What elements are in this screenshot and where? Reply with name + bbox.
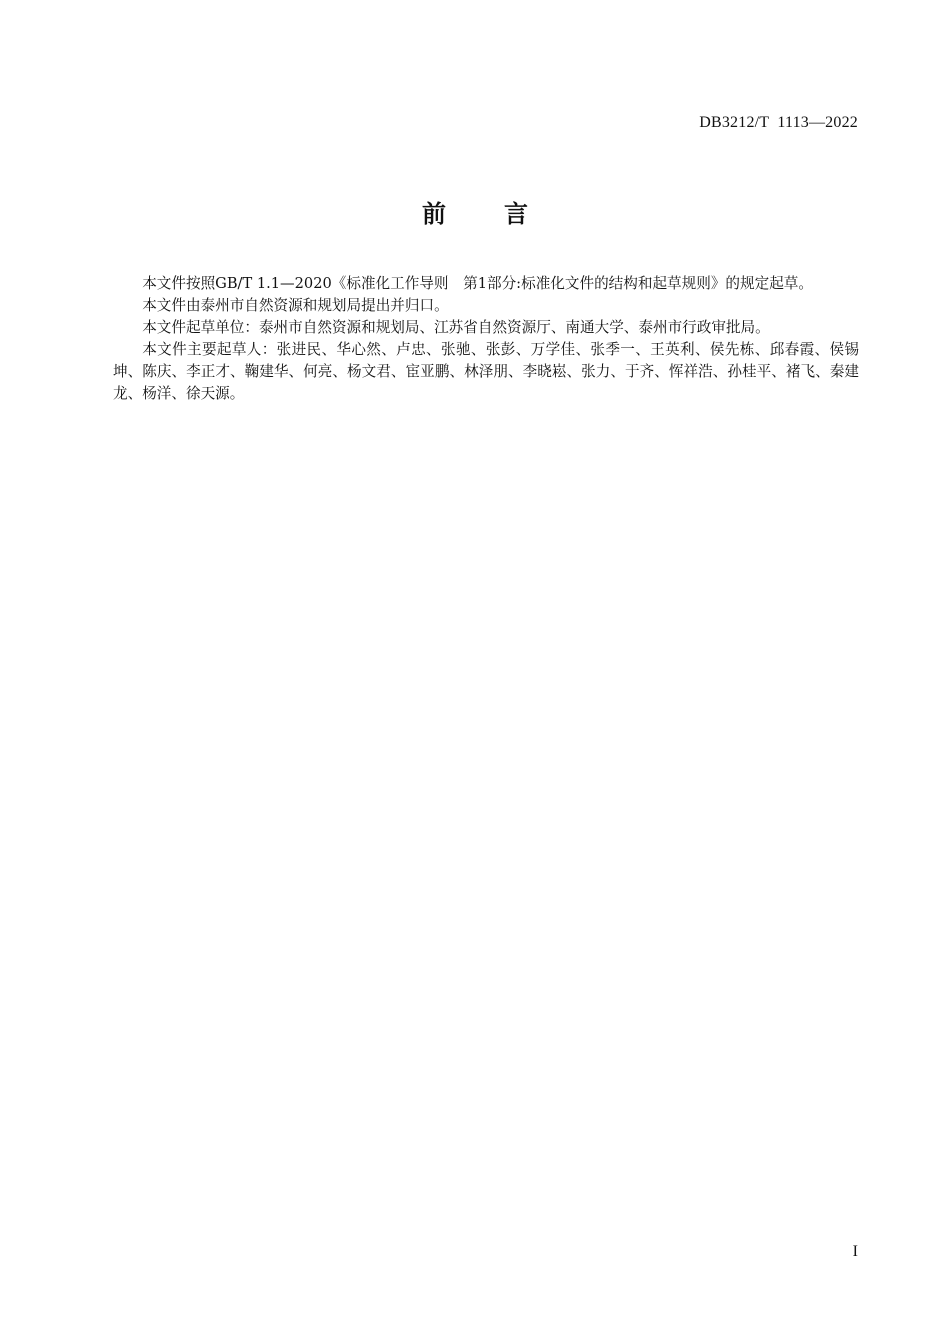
title-char-1: 前	[422, 200, 446, 228]
paragraph-drafting-basis: 本文件按照GB/T 1.1—2020《标准化工作导则 第1部分:标准化文件的结构和起草规则》的规定起草。	[142, 275, 813, 292]
document-code: DB3212/T 1113—2022	[699, 114, 858, 131]
paragraph-drafters: 本文件主要起草人：张进民、华心然、卢忠、张驰、张彭、万学佳、张季一、王英利、侯先栋、邱春霞、侯锡坤、陈庆、李正才、鞠建华、何亮、杨文君、宦亚鹏、林泽朋、李晓崧、张力、于齐、恽祥浩、孙桂平、褚飞、秦建龙、杨洋、徐天源。	[113, 341, 859, 402]
paragraph-proposer: 本文件由泰州市自然资源和规划局提出并归口。	[142, 297, 449, 314]
page-number: I	[852, 1243, 858, 1260]
title-char-2: 言	[504, 200, 528, 228]
page-title	[0, 194, 950, 229]
foreword-body	[113, 273, 859, 405]
paragraph-drafting-units: 本文件起草单位：泰州市自然资源和规划局、江苏省自然资源厅、南通大学、泰州市行政审批局。	[142, 319, 770, 336]
